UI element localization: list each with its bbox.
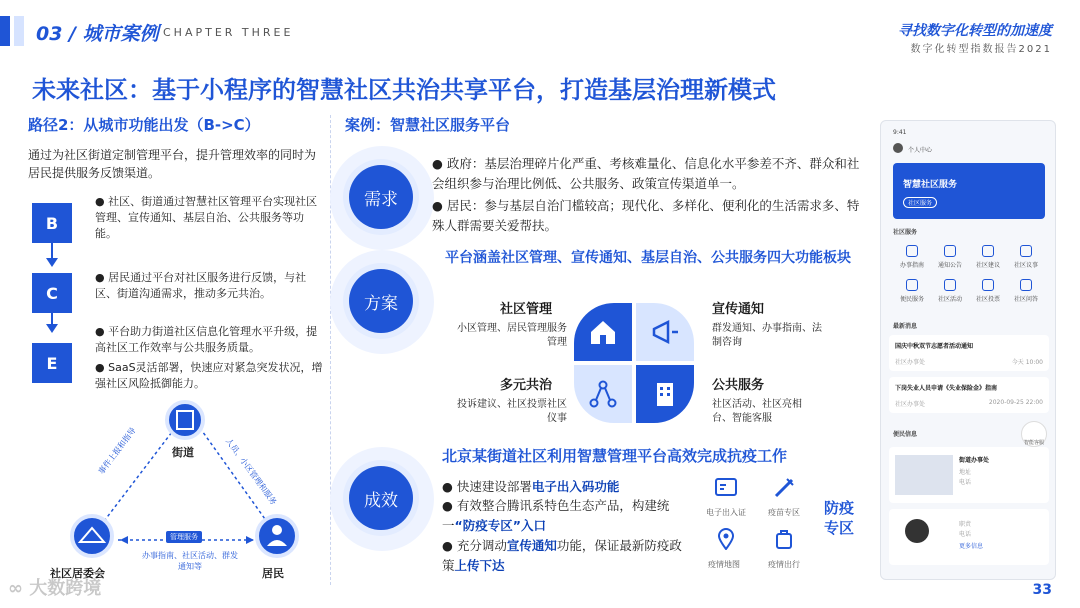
- node-committee-label: 社区居委会: [50, 567, 105, 580]
- result-item-3: ● 充分调动宣传通知功能，保证最新防疫政策上传下达: [442, 538, 682, 573]
- result-item-1: ● 快速建设部署电子出入码功能: [442, 479, 620, 494]
- discuss-icon: [1020, 245, 1032, 257]
- result-text: 功能，保证最新防疫政策: [442, 538, 682, 573]
- plan-badge: 方案: [349, 269, 413, 333]
- news-title: 下岗失业人员申请《失业保险金》指南: [895, 385, 998, 392]
- icon-label: 疫情出行: [768, 560, 800, 569]
- icon-label: 疫情地图: [708, 560, 740, 569]
- chapter-en-label: CHAPTER THREE: [163, 26, 294, 39]
- luggage-icon: [772, 528, 796, 554]
- smart-service-button[interactable]: [1021, 421, 1047, 447]
- person-avatar: [905, 519, 929, 543]
- step-e-box: E: [32, 343, 72, 383]
- need-item-1: ● 政府：基层治理碎片化严重、考核难量化、信息化水平参差不齐、群众和社会组织参与治理比例低、公共服务、政策宣传渠道单一。: [432, 156, 860, 191]
- grid-item[interactable]: [931, 245, 969, 269]
- left-intro: 通过为社区街道定制管理平台，提升管理效率的同时为居民提供服务反馈渠道。: [28, 148, 317, 180]
- page-number: 33: [1032, 582, 1052, 598]
- result-highlight: “防疫专区”入口: [454, 518, 546, 533]
- bullet-text: 居民通过平台对社区服务进行反馈，与社区、街道沟通需求，推动多元共治。: [95, 271, 307, 300]
- grid-label: 通知公告: [937, 262, 962, 269]
- bullet-text: 平台助力街道社区信息化管理水平升级，提高社区工作效率与公共服务质量。: [95, 325, 318, 354]
- card-line: 职责: [959, 521, 972, 528]
- card-line: 电话: [959, 479, 972, 486]
- grid-label: 社区活动: [937, 296, 962, 303]
- edge-bottom-text: 办事指南、社区活动、群发通知等: [142, 551, 238, 571]
- syringe-icon: [772, 476, 796, 502]
- info-card[interactable]: [889, 509, 1049, 565]
- map-pin-icon: [714, 528, 738, 554]
- grid-label: 办事指南: [899, 262, 924, 269]
- left-heading: 路径2：从城市功能出发（B->C）: [28, 116, 260, 134]
- megaphone-icon: [650, 317, 680, 347]
- arrow-down-icon: [46, 324, 58, 333]
- info-card[interactable]: [889, 447, 1049, 503]
- plan-title: 平台涵盖社区管理、宣传通知、基层自治、公共服务四大功能板块: [445, 250, 851, 266]
- card-line: 地址: [959, 469, 972, 476]
- building-icon: [650, 379, 680, 409]
- header-accent-bar: [0, 16, 10, 46]
- card-more-link[interactable]: 更多信息: [959, 543, 984, 550]
- guide-icon: [906, 245, 918, 257]
- need-text: 政府：基层治理碎片化严重、考核难量化、信息化水平参差不齐、群众和社会组织参与治理比例低、公共服务、政策宣传渠道单一。: [432, 156, 860, 191]
- grid-label: 社区投票: [975, 296, 1000, 303]
- step-c-box: C: [32, 273, 72, 313]
- result-badge: 成效: [349, 466, 413, 530]
- icon-label: 疫苗专区: [768, 508, 800, 517]
- result-highlight: 宣传通知: [506, 538, 557, 553]
- module-cogov-name: 多元共治: [500, 378, 553, 393]
- result-highlight: 上传下达: [454, 558, 505, 573]
- watermark: ∞ 大数跨境: [8, 578, 102, 599]
- result-text: 有效整合腾讯系特色生态产品，构建统一: [442, 498, 670, 533]
- watermark-text: 大数跨境: [29, 578, 102, 599]
- left-bullet-2: ● 居民通过平台对社区服务进行反馈，与社区、街道沟通需求，推动多元共治。: [95, 271, 307, 300]
- module-notice-tile: [636, 303, 694, 361]
- network-icon: [588, 379, 618, 409]
- notice-icon: [944, 245, 956, 257]
- news-date: 今天 10:00: [1011, 359, 1043, 366]
- module-manage-desc: 小区管理、居民管理服务管理: [457, 323, 567, 348]
- module-manage-name: 社区管理: [500, 302, 553, 317]
- house-icon: [588, 317, 618, 347]
- node-street-label: 街道: [172, 446, 194, 459]
- icon-label: 电子出入证: [706, 508, 746, 517]
- grid-item[interactable]: [931, 279, 969, 303]
- id-card-icon: [714, 476, 738, 502]
- smart-service-label: 智能客服: [1023, 440, 1044, 446]
- edge-bottom-tag: 管理服务: [166, 531, 202, 543]
- bullet-text: 社区、街道通过智慧社区管理平台实现社区管理、宣传通知、基层自治、公共服务等功能。: [95, 195, 318, 240]
- left-bullet-4: ● SaaS灵活部署，快速应对紧急突发状况，增强社区风险抵御能力。: [95, 361, 323, 390]
- news-source: 社区办事处: [895, 401, 926, 408]
- phone-mockup: [880, 120, 1056, 580]
- service-banner[interactable]: [893, 163, 1045, 219]
- report-name: 数字化转型指数报告2021: [910, 44, 1052, 55]
- news-item[interactable]: [889, 335, 1049, 371]
- edge-right-label: 人员、小区管理和服务: [223, 436, 279, 507]
- vote-icon: [982, 279, 994, 291]
- suggest-icon: [982, 245, 994, 257]
- grid-item[interactable]: [1007, 279, 1045, 303]
- grid-item[interactable]: [969, 279, 1007, 303]
- edge-left-label: 事件上报和指导: [96, 425, 138, 477]
- office-photo: [895, 455, 953, 495]
- module-notice-desc: 群发通知、办事指南、法制咨询: [712, 323, 822, 348]
- chapter-label: 03 / 城市案例: [36, 23, 159, 45]
- right-heading: 案例：智慧社区服务平台: [345, 116, 511, 134]
- grid-label: 社区建议: [975, 262, 1000, 269]
- result-text: 充分调动: [456, 538, 507, 553]
- module-manage-tile: [574, 303, 632, 361]
- title-text: 未来社区：基于小程序的智慧社区共治共享平台，打造基层治理新模式: [32, 76, 776, 104]
- result-text: 快速建设部署: [456, 479, 532, 494]
- zone-label: 防疫专区: [823, 499, 854, 537]
- module-public-tile: [636, 365, 694, 423]
- activity-icon: [944, 279, 956, 291]
- module-cogov-desc: 投诉建议、社区投票社区仪事: [457, 399, 567, 424]
- grid-item[interactable]: [969, 245, 1007, 269]
- page-title: [32, 70, 776, 105]
- result-item-2: ● 有效整合腾讯系特色生态产品，构建统一“防疫专区”入口: [442, 498, 670, 533]
- report-slogan: 寻找数字化转型的加速度: [898, 23, 1052, 39]
- node-resident-label: 居民: [262, 567, 284, 580]
- need-item-2: ● 居民：参与基层自治门槛较高；现代化、多样化、便利化的生活需求多、特殊人群需要关爱帮扶。: [432, 198, 860, 233]
- news-section-title: 最新消息: [893, 323, 918, 330]
- need-badge: 需求: [349, 165, 413, 229]
- grid-label: 社区问答: [1013, 296, 1038, 303]
- grid-label: 社区议事: [1013, 262, 1038, 269]
- step-b-box: B: [32, 203, 72, 243]
- news-title: 国庆中秋双节志愿者活动通知: [895, 343, 974, 350]
- qa-icon: [1020, 279, 1032, 291]
- service-grid: [893, 245, 1045, 303]
- banner-title: 智慧社区服务: [903, 180, 958, 190]
- people-section-title: 便民信息: [893, 431, 918, 438]
- module-notice-name: 宣传通知: [712, 302, 765, 317]
- news-item[interactable]: [889, 377, 1049, 413]
- news-date: 2020-09-25 22:00: [988, 399, 1043, 406]
- avatar: [893, 143, 903, 153]
- need-text: 居民：参与基层自治门槛较高；现代化、多样化、便利化的生活需求多、特殊人群需要关爱帮扶。: [432, 198, 860, 233]
- arrow-down-icon: [46, 258, 58, 267]
- card-line: 电话: [959, 531, 972, 538]
- module-cogov-tile: [574, 365, 632, 423]
- user-center-label[interactable]: 个人中心: [908, 147, 933, 154]
- grid-item[interactable]: [893, 245, 931, 269]
- card-title: 街道办事处: [959, 457, 990, 464]
- module-public-desc: 社区活动、社区亮相台、智能客服: [712, 399, 802, 424]
- service-section-title: 社区服务: [893, 229, 918, 236]
- left-bullet-1: ● 社区、街道通过智慧社区管理平台实现社区管理、宣传通知、基层自治、公共服务等功能。: [95, 195, 318, 240]
- service-icon: [906, 279, 918, 291]
- news-source: 社区办事处: [895, 359, 926, 366]
- grid-label: 便民服务: [899, 296, 924, 303]
- left-bullet-3: ● 平台助力街道社区信息化管理水平升级，提高社区工作效率与公共服务质量。: [95, 325, 318, 354]
- header-accent-bar-light: [14, 16, 24, 46]
- banner-button[interactable]: 社区服务: [903, 197, 937, 208]
- grid-item[interactable]: [893, 279, 931, 303]
- bullet-text: SaaS灵活部署，快速应对紧急突发状况，增强社区风险抵御能力。: [95, 361, 323, 390]
- result-title: 北京某街道社区利用智慧管理平台高效完成抗疫工作: [442, 447, 788, 465]
- module-public-name: 公共服务: [712, 378, 765, 393]
- status-time: 9:41: [893, 129, 907, 136]
- grid-item[interactable]: [1007, 245, 1045, 269]
- result-highlight: 电子出入码功能: [531, 479, 620, 494]
